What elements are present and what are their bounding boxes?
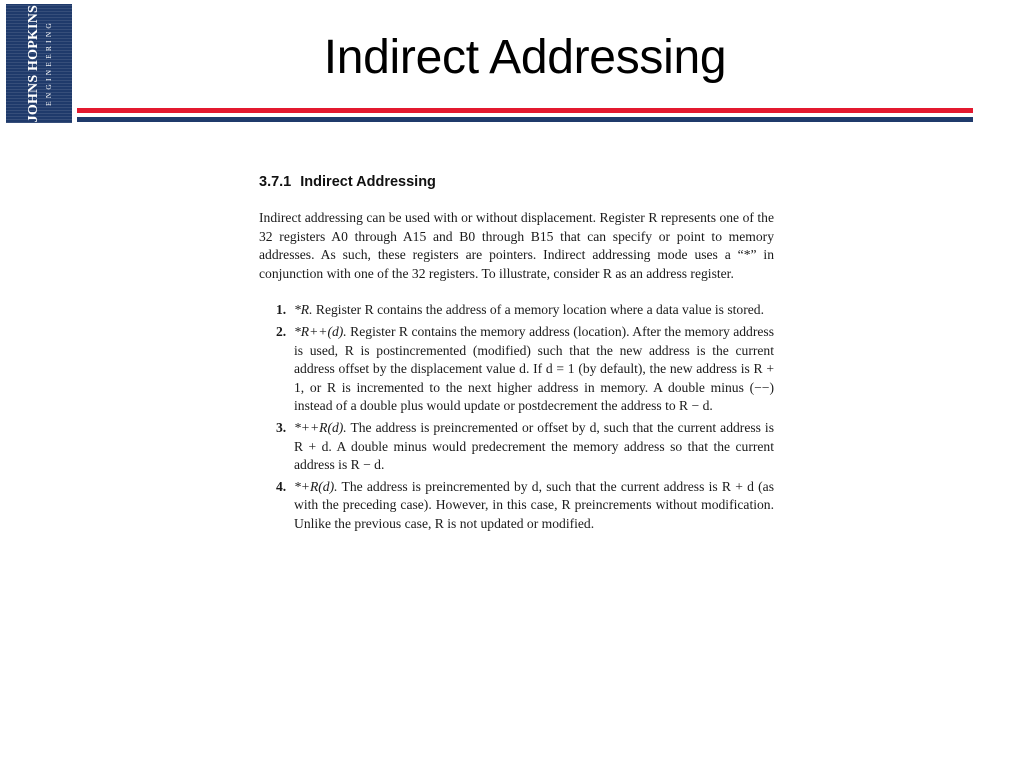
section-number: 3.7.1 (259, 174, 292, 190)
header-divider-red (77, 108, 973, 113)
list-item (259, 419, 774, 475)
header-divider-navy (77, 117, 973, 122)
list-item-expression: *R++(d). (294, 323, 347, 339)
list-item-text: Register R contains the memory address (location). After the memory address is used, R is postincremented (modified) such that the new address is the current address offset by the displacement value d. If d = 1 (by default), the new address is R + 1, or R is incremented to the next higher address in memory. A double minus (−−) instead of a double plus would update or postdecrement the address to R − d. (294, 323, 774, 414)
document-excerpt (259, 174, 774, 537)
list-item-expression: *R. (294, 302, 313, 318)
logo-text-sub: ENGINEERING (43, 20, 53, 107)
list-item-expression: *+R(d). (294, 478, 338, 494)
intro-paragraph: Indirect addressing can be used with or without displacement. Register R represents one of the 32 registers A0 through A15 and B0 through B15 that can specify or point to memory addresses. As such, these registers are pointers. Indirect addressing mode uses a “*” in conjunction with one of the 32 registers. To illustrate, consider R as an address register. (259, 210, 774, 281)
list-item-text: The address is preincremented by d, such that the current address is R + d (as with the preceding case). However, in this case, R preincrements without modification. Unlike the previous case, R is not updated or modified. (294, 478, 774, 531)
list-item-number: 4. (276, 478, 287, 494)
addressing-modes-list (259, 301, 774, 533)
list-item (259, 301, 774, 320)
logo-text-main: JOHNS HOPKINS (25, 4, 41, 123)
list-item (259, 323, 774, 416)
list-item-number: 3. (276, 419, 287, 435)
list-item (259, 478, 774, 534)
list-item-expression: *++R(d). (294, 419, 347, 435)
list-item-number: 2. (276, 323, 287, 339)
list-item-text: Register R contains the address of a memory location where a data value is stored. (312, 302, 764, 318)
list-item-number: 1. (276, 302, 287, 318)
slide-title: Indirect Addressing (323, 31, 727, 84)
list-item-text: The address is preincremented or offset by d, such that the current address is R + d. A double minus would predecrement the memory address so that the current address is R − d. (294, 419, 774, 473)
section-heading-text: Indirect Addressing (300, 174, 436, 190)
section-heading (259, 174, 774, 190)
